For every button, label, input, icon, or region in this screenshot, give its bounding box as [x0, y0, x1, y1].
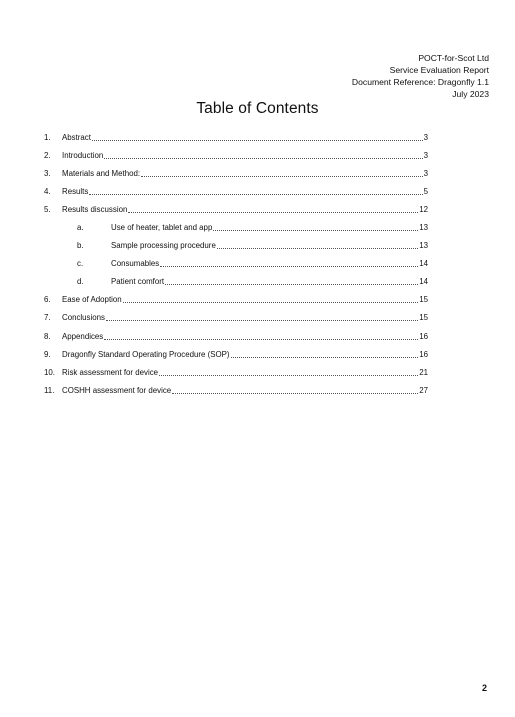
dot-leader [160, 260, 418, 267]
dot-leader [104, 152, 422, 159]
toc-entry-number: 1. [44, 132, 51, 142]
toc-entry-abstract[interactable] [44, 128, 428, 146]
toc-entry-number: 4. [44, 186, 51, 196]
dot-leader [172, 387, 418, 394]
dot-leader [104, 333, 418, 340]
toc-entry-page: 12 [419, 204, 428, 214]
header-date: July 2023 [452, 89, 489, 99]
toc-entry-number: 8. [44, 331, 51, 341]
toc-entry-page: 16 [419, 349, 428, 359]
toc-entry-number: b. [77, 241, 84, 251]
toc-entry-page: 3 [423, 150, 428, 160]
toc-entry-materials-and-method[interactable] [44, 164, 428, 182]
toc-entry-appendices[interactable] [44, 327, 428, 345]
toc-entry-number: 2. [44, 150, 51, 160]
toc-entry-risk-assessment[interactable] [44, 363, 428, 381]
dot-leader [217, 242, 418, 249]
toc-entry-label: COSHH assessment for device [62, 385, 172, 395]
toc-entry-number: 5. [44, 204, 51, 214]
toc-entry-conclusions[interactable] [44, 309, 428, 327]
header-company: POCT-for-Scot Ltd [418, 53, 489, 63]
toc-entry-label: Use of heater, tablet and app [111, 223, 213, 233]
toc-entry-page: 15 [419, 295, 428, 305]
header-report-title: Service Evaluation Report [389, 65, 489, 75]
toc-entry-page: 14 [419, 259, 428, 269]
toc-entry-label: Results [62, 186, 89, 196]
toc-entry-label: Risk assessment for device [62, 367, 159, 377]
toc-entry-ease-of-adoption[interactable] [44, 291, 428, 309]
toc-entry-number: 10. [44, 367, 55, 377]
toc-entry-label: Sample processing procedure [111, 241, 216, 251]
page-number: 2 [481, 683, 487, 693]
toc-entry-label: Results discussion [62, 204, 128, 214]
toc-entry-number: 11. [44, 385, 55, 395]
toc-subentry-heater-tablet-app[interactable] [44, 218, 428, 236]
dot-leader [141, 170, 423, 177]
toc-entry-number: a. [77, 223, 84, 233]
toc-entry-results-discussion[interactable] [44, 200, 428, 218]
toc-subentry-sample-processing[interactable] [44, 237, 428, 255]
page-title: Table of Contents [196, 100, 319, 117]
dot-leader [89, 188, 422, 195]
toc-entry-page: 16 [419, 331, 428, 341]
toc-entry-page: 15 [419, 313, 428, 323]
toc-entry-coshh-assessment[interactable] [44, 381, 428, 399]
toc-entry-results[interactable] [44, 182, 428, 200]
dot-leader [123, 296, 419, 303]
toc-entry-label: Materials and Method: [62, 168, 141, 178]
toc-entry-page: 5 [423, 186, 428, 196]
table-of-contents [44, 128, 428, 399]
toc-entry-page: 27 [419, 385, 428, 395]
toc-entry-number: d. [77, 277, 84, 287]
dot-leader [159, 369, 418, 376]
toc-entry-label: Consumables [111, 259, 160, 269]
header-document-reference: Document Reference: Dragonfly 1.1 [351, 77, 489, 87]
dot-leader [165, 278, 418, 285]
dot-leader [106, 314, 418, 321]
toc-entry-label: Introduction [62, 150, 104, 160]
toc-entry-number: 7. [44, 313, 51, 323]
dot-leader [213, 224, 418, 231]
toc-entry-page: 3 [423, 168, 428, 178]
toc-entry-label: Dragonfly Standard Operating Procedure (SOP) [62, 349, 230, 359]
document-header [352, 52, 489, 100]
toc-entry-label: Ease of Adoption [62, 295, 122, 305]
toc-entry-page: 21 [419, 367, 428, 377]
toc-entry-page: 13 [419, 223, 428, 233]
toc-entry-introduction[interactable] [44, 146, 428, 164]
dot-leader [92, 134, 423, 141]
toc-entry-page: 14 [419, 277, 428, 287]
toc-subentry-patient-comfort[interactable] [44, 273, 428, 291]
toc-entry-page: 3 [423, 132, 428, 142]
toc-entry-number: 3. [44, 168, 51, 178]
toc-entry-dragonfly-sop[interactable] [44, 345, 428, 363]
toc-entry-number: 9. [44, 349, 51, 359]
toc-entry-label: Patient comfort [111, 277, 165, 287]
toc-entry-label: Appendices [62, 331, 104, 341]
toc-entry-label: Conclusions [62, 313, 105, 323]
toc-entry-label: Abstract [62, 132, 91, 142]
toc-entry-number: 6. [44, 295, 51, 305]
dot-leader [128, 206, 418, 213]
toc-subentry-consumables[interactable] [44, 255, 428, 273]
dot-leader [231, 351, 419, 358]
toc-entry-page: 13 [419, 241, 428, 251]
toc-entry-number: c. [77, 259, 84, 269]
